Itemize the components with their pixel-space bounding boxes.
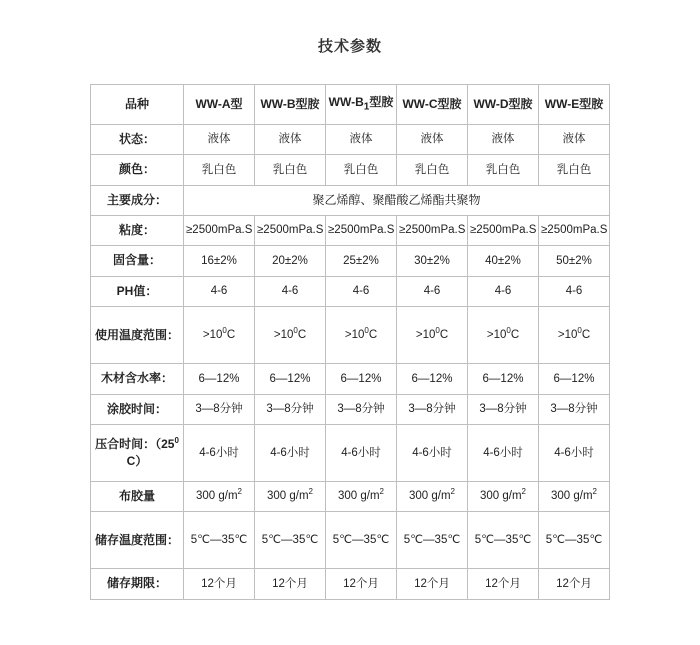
page-title: 技术参数 [317, 38, 382, 55]
row-value-cell: 300 $g/m^2$ [326, 482, 397, 512]
row-label: 布胶量 [91, 482, 184, 512]
row-value-cell: 300 $g/m^2$ [397, 482, 468, 512]
row-value-cell: 30±2% [397, 246, 468, 276]
row-value-cell: 4-6小时 [468, 425, 539, 482]
row-value-cell: 4-6小时 [184, 425, 255, 482]
row-value-cell: 3—8分钟 [255, 394, 326, 424]
row-value-cell: 4-6小时 [539, 425, 610, 482]
row-value-cell: 液体 [255, 124, 326, 154]
table-row [91, 482, 610, 512]
row-value-cell: 12个月 [326, 569, 397, 599]
row-value-cell: 乳白色 [255, 155, 326, 185]
table-row [91, 307, 610, 364]
row-value-cell: 5℃—35℃ [184, 512, 255, 569]
row-value-cell: 4-6小时 [326, 425, 397, 482]
row-value-cell: ≥2500mPa.S [184, 216, 255, 246]
row-value-cell: 液体 [539, 124, 610, 154]
row-value-cell: 液体 [397, 124, 468, 154]
row-value-cell: 300 $g/m^2$ [255, 482, 326, 512]
row-value-cell: 4-6 [326, 276, 397, 306]
row-value-cell: 12个月 [397, 569, 468, 599]
row-value-cell: 3—8分钟 [539, 394, 610, 424]
row-value-cell: 12个月 [255, 569, 326, 599]
header-cell-product-2: WW-B型胺 [255, 85, 326, 125]
table-row [91, 276, 610, 306]
row-value-cell: 6—12% [184, 364, 255, 394]
table-row [91, 124, 610, 154]
row-value-cell: 5℃—35℃ [326, 512, 397, 569]
table-row [91, 394, 610, 424]
row-value-cell: 4-6 [255, 276, 326, 306]
row-value-cell: ≥2500mPa.S [326, 216, 397, 246]
row-label: 状态： [91, 124, 184, 154]
row-value-cell: 6—12% [397, 364, 468, 394]
row-label: 压合时间：$(25^0C)$ [91, 425, 184, 482]
row-value-cell: $>10^0C$ [255, 307, 326, 364]
table-row [91, 425, 610, 482]
row-value-cell: 乳白色 [397, 155, 468, 185]
row-value-cell: 乳白色 [326, 155, 397, 185]
table-row [91, 512, 610, 569]
row-value-cell: 4-6 [468, 276, 539, 306]
row-value-cell: 4-6小时 [255, 425, 326, 482]
row-value-cell: 3—8分钟 [468, 394, 539, 424]
row-value-cell: $>10^0C$ [326, 307, 397, 364]
row-value-cell: 6—12% [539, 364, 610, 394]
row-label: 储存温度范围： [91, 512, 184, 569]
row-label: 颜色： [91, 155, 184, 185]
row-value-cell: 乳白色 [468, 155, 539, 185]
row-value-cell: 乳白色 [184, 155, 255, 185]
row-label: PH值： [91, 276, 184, 306]
row-value-cell: ≥2500mPa.S [255, 216, 326, 246]
header-cell-product-1: WW-A型 [184, 85, 255, 125]
row-value-cell: 300 $g/m^2$ [539, 482, 610, 512]
row-value-cell: 3—8分钟 [184, 394, 255, 424]
row-value-cell: 液体 [468, 124, 539, 154]
row-value-cell: $>10^0C$ [468, 307, 539, 364]
header-cell-product-4: WW-C型胺 [397, 85, 468, 125]
row-value-cell: 5℃—35℃ [539, 512, 610, 569]
row-value-cell: 液体 [184, 124, 255, 154]
row-value-cell: 4-6小时 [397, 425, 468, 482]
row-value-cell: 300 $g/m^2$ [184, 482, 255, 512]
row-value-cell: 6—12% [326, 364, 397, 394]
row-value-cell: 6—12% [255, 364, 326, 394]
spec-table-container [90, 84, 610, 600]
row-value-cell: 5℃—35℃ [397, 512, 468, 569]
table-row [91, 155, 610, 185]
row-label: 主要成分： [91, 185, 184, 215]
row-value-cell: 12个月 [184, 569, 255, 599]
row-value-cell: 16±2% [184, 246, 255, 276]
row-label: 木材含水率： [91, 364, 184, 394]
header-cell-category: 品种 [91, 85, 184, 125]
row-value-cell: ≥2500mPa.S [468, 216, 539, 246]
row-value-cell: $>10^0C$ [397, 307, 468, 364]
table-row [91, 364, 610, 394]
row-value-cell: 12个月 [539, 569, 610, 599]
row-value-cell: 12个月 [468, 569, 539, 599]
table-row [91, 246, 610, 276]
header-cell-product-5: WW-D型胺 [468, 85, 539, 125]
row-label: 固含量： [91, 246, 184, 276]
row-label: 粘度： [91, 216, 184, 246]
row-value-cell: 4-6 [184, 276, 255, 306]
row-value-cell: $>10^0C$ [184, 307, 255, 364]
row-value-cell: 4-6 [539, 276, 610, 306]
row-value-cell: 5℃—35℃ [255, 512, 326, 569]
row-value-cell: $>10^0C$ [539, 307, 610, 364]
table-row [91, 216, 610, 246]
row-value-merged: 聚乙烯醇、聚醋酸乙烯酯共聚物 [184, 185, 610, 215]
row-value-cell: 3—8分钟 [397, 394, 468, 424]
header-cell-product-3: $WW-B_1$型胺 [326, 85, 397, 125]
row-value-cell: 5℃—35℃ [468, 512, 539, 569]
row-value-cell: 3—8分钟 [326, 394, 397, 424]
technical-parameters-table [90, 84, 610, 600]
row-value-cell: 300 $g/m^2$ [468, 482, 539, 512]
row-value-cell: ≥2500mPa.S [539, 216, 610, 246]
row-value-cell: 40±2% [468, 246, 539, 276]
row-value-cell: 50±2% [539, 246, 610, 276]
header-cell-product-6: WW-E型胺 [539, 85, 610, 125]
row-label: 涂胶时间： [91, 394, 184, 424]
row-value-cell: 4-6 [397, 276, 468, 306]
row-label: 使用温度范围： [91, 307, 184, 364]
row-label: 储存期限： [91, 569, 184, 599]
row-value-cell: 20±2% [255, 246, 326, 276]
row-value-cell: 液体 [326, 124, 397, 154]
table-header-row [91, 85, 610, 125]
row-value-cell: ≥2500mPa.S [397, 216, 468, 246]
row-value-cell: 25±2% [326, 246, 397, 276]
table-row [91, 185, 610, 215]
row-value-cell: 乳白色 [539, 155, 610, 185]
row-value-cell: 6—12% [468, 364, 539, 394]
table-row [91, 569, 610, 599]
